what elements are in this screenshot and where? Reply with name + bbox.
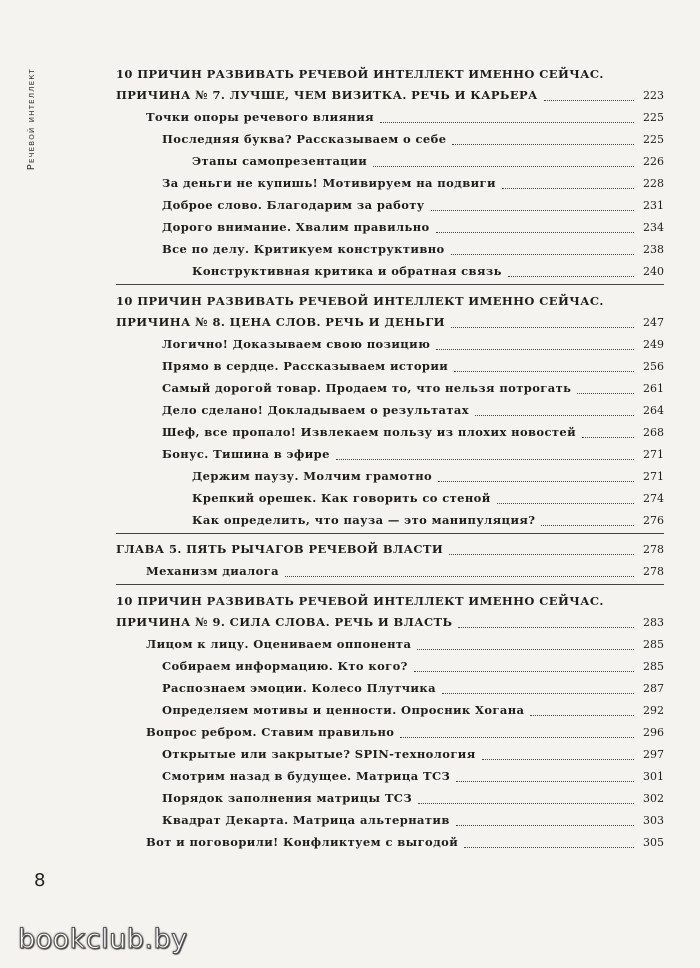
dot-leader [285,576,634,577]
toc-entry-title: Дорого внимание. Хвалим правильно [162,220,430,234]
toc-entry[interactable] [116,106,664,128]
chapter-page-number: 247 [643,316,664,329]
toc-entry-page-number: 238 [643,243,664,256]
toc-entry-page-number: 261 [643,382,664,395]
chapter-page-number: 283 [643,616,664,629]
page-number: 8 [34,870,46,891]
dot-leader [502,188,634,189]
dot-leader [454,371,634,372]
dot-leader [380,122,634,123]
toc-entry-page-number: 276 [643,514,664,527]
toc-entry[interactable] [116,787,664,809]
dot-leader [508,276,634,277]
running-title: Речевой интеллект [26,68,37,171]
toc-entry-title: Доброе слово. Благодарим за работу [162,198,425,212]
toc-chapter-block [116,584,664,853]
toc-entry[interactable] [116,399,664,421]
chapter-heading-title: ПРИЧИНА № 9. СИЛА СЛОВА. РЕЧЬ И ВЛАСТЬ [116,615,453,629]
dot-leader [475,415,634,416]
chapter-heading-line1: 10 ПРИЧИН РАЗВИВАТЬ РЕЧЕВОЙ ИНТЕЛЛЕКТ ИМЕННО СЕЙЧАС. [116,294,604,308]
toc-entry[interactable] [116,260,664,282]
toc-entry[interactable] [116,128,664,150]
toc-entry-page-number: 274 [643,492,664,505]
toc-entry-page-number: 301 [643,770,664,783]
toc-entry-page-number: 303 [643,814,664,827]
toc-entry[interactable] [116,238,664,260]
dot-leader [451,327,634,328]
dot-leader [414,671,634,672]
dot-leader [418,803,634,804]
toc-entry-title: Определяем мотивы и ценности. Опросник Хогана [162,703,525,717]
dot-leader [456,781,634,782]
dot-leader [452,144,634,145]
chapter-heading-line1: 10 ПРИЧИН РАЗВИВАТЬ РЕЧЕВОЙ ИНТЕЛЛЕКТ ИМЕННО СЕЙЧАС. [116,67,604,81]
toc-chapter-block [116,533,664,582]
toc-entry-title: Как определить, что пауза — это манипуляция? [192,513,536,527]
toc-entry-page-number: 285 [643,638,664,651]
toc-entry-page-number: 271 [643,448,664,461]
dot-leader [336,459,634,460]
dot-leader [541,525,634,526]
dot-leader [436,232,634,233]
toc-entry-title: Прямо в сердце. Рассказываем истории [162,359,449,373]
toc-entry-page-number: 287 [643,682,664,695]
toc-entry-title: Этапы самопрезентации [192,154,368,168]
watermark: bookclub.by [18,924,188,955]
toc-entry-page-number: 285 [643,660,664,673]
toc-entry[interactable] [116,172,664,194]
toc-entry-title: Точки опоры речевого влияния [146,110,375,124]
dot-leader [544,100,634,101]
toc-entry-page-number: 225 [643,111,664,124]
toc-entry[interactable] [116,765,664,787]
chapter-heading-entry [116,311,664,333]
toc-entry-title: Собираем информацию. Кто кого? [162,659,408,673]
dot-leader [458,627,634,628]
toc-entry[interactable] [116,743,664,765]
toc-entry[interactable] [116,560,664,582]
toc-entry[interactable] [116,677,664,699]
toc-entry[interactable] [116,194,664,216]
toc-entry-title: Держим паузу. Молчим грамотно [192,469,433,483]
toc-entry-page-number: 292 [643,704,664,717]
toc-entry[interactable] [116,655,664,677]
chapter-heading-entry [116,611,664,633]
dot-leader [438,481,634,482]
toc-chapter-block [116,62,664,282]
toc-entry[interactable] [116,809,664,831]
toc-entry-title: Вот и поговорили! Конфликтуем с выгодой [146,835,459,849]
toc-entry-page-number: 225 [643,133,664,146]
dot-leader [373,166,634,167]
dot-leader [577,393,634,394]
toc-entry-title: Последняя буква? Рассказываем о себе [162,132,447,146]
toc-entry[interactable] [116,721,664,743]
chapter-heading-line1: 10 ПРИЧИН РАЗВИВАТЬ РЕЧЕВОЙ ИНТЕЛЛЕКТ ИМЕННО СЕЙЧАС. [116,594,604,608]
dot-leader [530,715,634,716]
toc-entry-title: Смотрим назад в будущее. Матрица ТСЗ [162,769,451,783]
dot-leader [456,825,634,826]
toc-entry[interactable] [116,421,664,443]
toc-entry-page-number: 264 [643,404,664,417]
toc-entry-page-number: 240 [643,265,664,278]
toc-chapter-block [116,284,664,531]
toc-entry-title: Конструктивная критика и обратная связь [192,264,502,278]
toc-entry-title: Самый дорогой товар. Продаем то, что нельзя потрогать [162,381,572,395]
dot-leader [582,437,634,438]
toc-entry-page-number: 226 [643,155,664,168]
toc-entry-title: Квадрат Декарта. Матрица альтернатив [162,813,450,827]
chapter-heading-title: ПРИЧИНА № 8. ЦЕНА СЛОВ. РЕЧЬ И ДЕНЬГИ [116,315,445,329]
dot-leader [417,649,634,650]
toc-entry-page-number: 305 [643,836,664,849]
toc-entry-page-number: 268 [643,426,664,439]
toc-entry[interactable] [116,509,664,531]
toc-entry-page-number: 256 [643,360,664,373]
chapter-page-number: 278 [643,543,664,556]
chapter-heading-entry [116,538,664,560]
toc-entry-title: Бонус. Тишина в эфире [162,447,330,461]
table-of-contents [116,62,664,853]
toc-entry-title: Логично! Доказываем свою позицию [162,337,431,351]
toc-entry[interactable] [116,377,664,399]
toc-entry-title: Порядок заполнения матрицы ТСЗ [162,791,413,805]
toc-entry[interactable] [116,465,664,487]
toc-entry-page-number: 249 [643,338,664,351]
toc-entry-title: Все по делу. Критикуем конструктивно [162,242,445,256]
dot-leader [451,254,634,255]
toc-entry-page-number: 231 [643,199,664,212]
toc-entry[interactable] [116,487,664,509]
toc-entry[interactable] [116,443,664,465]
chapter-heading-entry [116,84,664,106]
toc-entry-title: Механизм диалога [146,564,279,578]
toc-entry-title: Шеф, все пропало! Извлекаем пользу из плохих новостей [162,425,577,439]
dot-leader [464,847,634,848]
toc-entry[interactable] [116,355,664,377]
chapter-heading-title: ПРИЧИНА № 7. ЛУЧШЕ, ЧЕМ ВИЗИТКА. РЕЧЬ И КАРЬЕРА [116,88,538,102]
toc-entry-title: За деньги не купишь! Мотивируем на подвиги [162,176,496,190]
dot-leader [449,554,634,555]
toc-entry-page-number: 302 [643,792,664,805]
toc-entry-title: Вопрос ребром. Ставим правильно [146,725,395,739]
toc-entry-title: Распознаем эмоции. Колесо Плутчика [162,681,436,695]
toc-entry[interactable] [116,699,664,721]
toc-entry-page-number: 271 [643,470,664,483]
chapter-heading-title: ГЛАВА 5. ПЯТЬ РЫЧАГОВ РЕЧЕВОЙ ВЛАСТИ [116,542,444,556]
toc-entry-page-number: 278 [643,565,664,578]
toc-entry-page-number: 234 [643,221,664,234]
toc-entry-title: Дело сделано! Докладываем о результатах [162,403,469,417]
dot-leader [497,503,634,504]
dot-leader [400,737,634,738]
dot-leader [482,759,634,760]
chapter-page-number: 223 [643,89,664,102]
toc-entry[interactable] [116,831,664,853]
toc-entry[interactable] [116,150,664,172]
dot-leader [442,693,634,694]
toc-entry[interactable] [116,633,664,655]
toc-entry[interactable] [116,333,664,355]
toc-entry-page-number: 228 [643,177,664,190]
dot-leader [431,210,634,211]
toc-entry-page-number: 296 [643,726,664,739]
toc-entry-title: Открытые или закрытые? SPIN-технология [162,747,476,761]
toc-entry-title: Лицом к лицу. Оцениваем оппонента [146,637,412,651]
dot-leader [436,349,634,350]
toc-entry[interactable] [116,216,664,238]
toc-entry-title: Крепкий орешек. Как говорить со стеной [192,491,491,505]
toc-entry-page-number: 297 [643,748,664,761]
